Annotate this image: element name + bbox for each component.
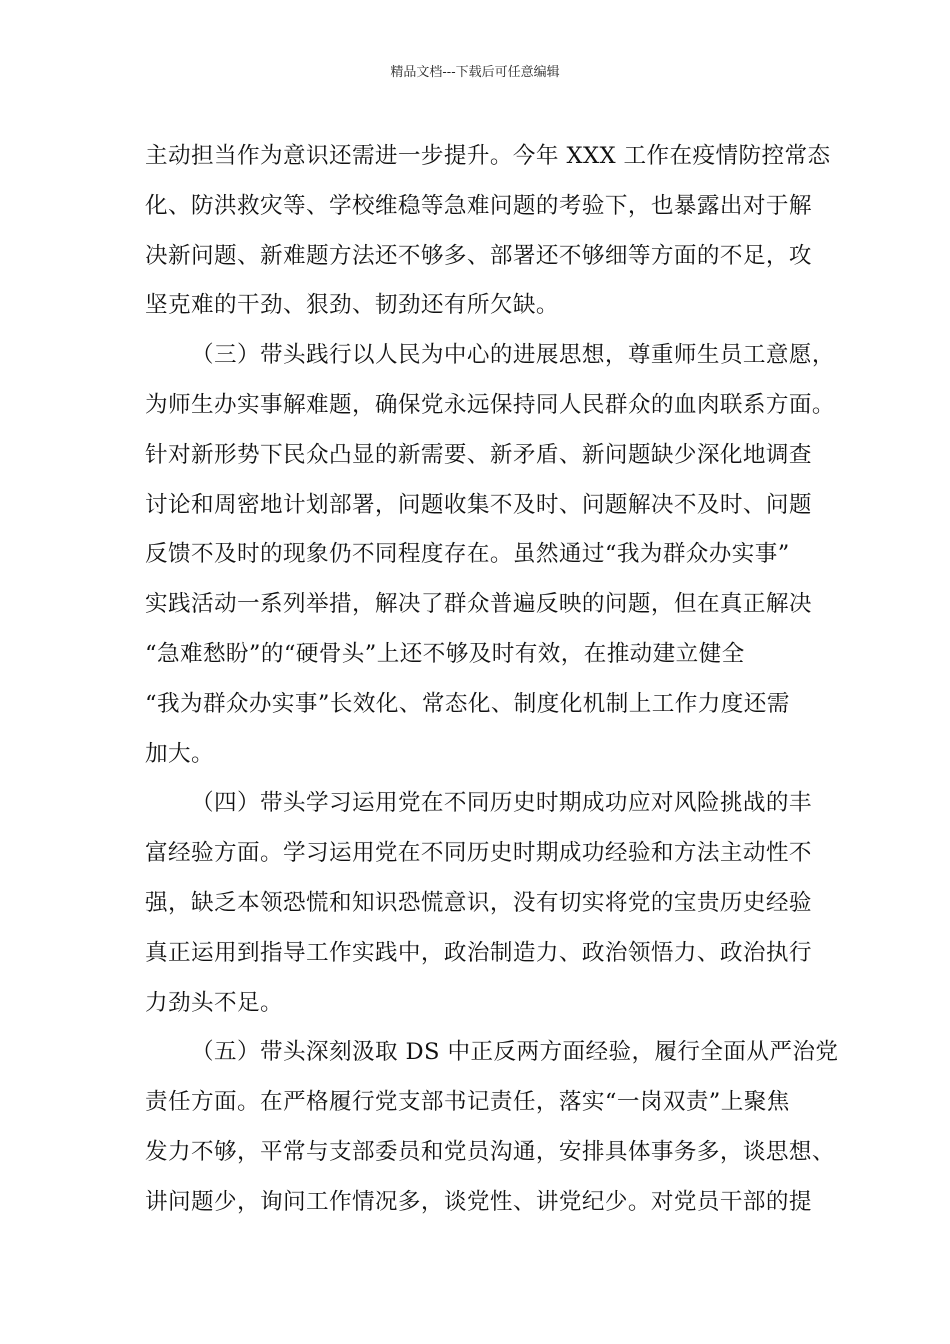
text-line: 发力不够，平常与支部委员和党员沟通，安排具体事务多，谈思想、 bbox=[145, 1138, 835, 1165]
text-line: 针对新形势下民众凸显的新需要、新矛盾、新问题缺少深化地调查 bbox=[145, 441, 812, 468]
document-body bbox=[145, 132, 839, 1228]
text-line: 化、防洪救灾等、学校维稳等急难问题的考验下，也暴露出对于解 bbox=[145, 192, 812, 219]
text-line: 反馈不及时的现象仍不同程度存在。虽然通过“我为群众办实事” bbox=[145, 541, 790, 568]
paragraph-section-4 bbox=[145, 779, 811, 1028]
text-line: （四）带头学习运用党在不同历史时期成功应对风险挑战的丰 bbox=[191, 790, 812, 817]
text-line: “我为群众办实事”长效化、常态化、制度化机制上工作力度还需 bbox=[145, 690, 790, 717]
paragraph-section-3 bbox=[145, 331, 835, 779]
paragraph-section-5 bbox=[145, 1028, 839, 1227]
text-line: 讲问题少，询问工作情况多，谈党性、讲党纪少。对党员干部的提 bbox=[145, 1188, 812, 1215]
text-line: 力劲头不足。 bbox=[145, 989, 283, 1016]
text-line: （三）带头践行以人民为中心的进展思想，尊重师生员工意愿， bbox=[191, 342, 835, 369]
paragraph-continuation bbox=[145, 132, 831, 331]
text-line: 坚克难的干劲、狠劲、韧劲还有所欠缺。 bbox=[145, 292, 559, 319]
page-header: 精品文档---下载后可任意编辑 bbox=[390, 65, 560, 80]
text-line: （五）带头深刻汲取 DS 中正反两方面经验，履行全面从严治党 bbox=[191, 1039, 839, 1066]
text-line: 加大。 bbox=[145, 740, 214, 767]
text-line: 富经验方面。学习运用党在不同历史时期成功经验和方法主动性不 bbox=[145, 840, 812, 867]
text-line: 讨论和周密地计划部署，问题收集不及时、问题解决不及时、问题 bbox=[145, 491, 812, 518]
text-line: 决新问题、新难题方法还不够多、部署还不够细等方面的不足，攻 bbox=[145, 242, 812, 269]
text-line: 责任方面。在严格履行党支部书记责任，落实“一岗双责”上聚焦 bbox=[145, 1089, 790, 1116]
text-line: “急难愁盼”的“硬骨头”上还不够及时有效，在推动建立健全 bbox=[145, 640, 745, 667]
text-line: 真正运用到指导工作实践中，政治制造力、政治领悟力、政治执行 bbox=[145, 939, 812, 966]
text-line: 主动担当作为意识还需进一步提升。今年 XXX 工作在疫情防控常态 bbox=[145, 143, 831, 169]
text-line: 强，缺乏本领恐慌和知识恐慌意识，没有切实将党的宝贵历史经验 bbox=[145, 889, 812, 916]
text-line: 实践活动一系列举措，解决了群众普遍反映的问题，但在真正解决 bbox=[145, 591, 812, 618]
text-line: 为师生办实事解难题，确保党永远保持同人民群众的血肉联系方面。 bbox=[145, 391, 835, 418]
